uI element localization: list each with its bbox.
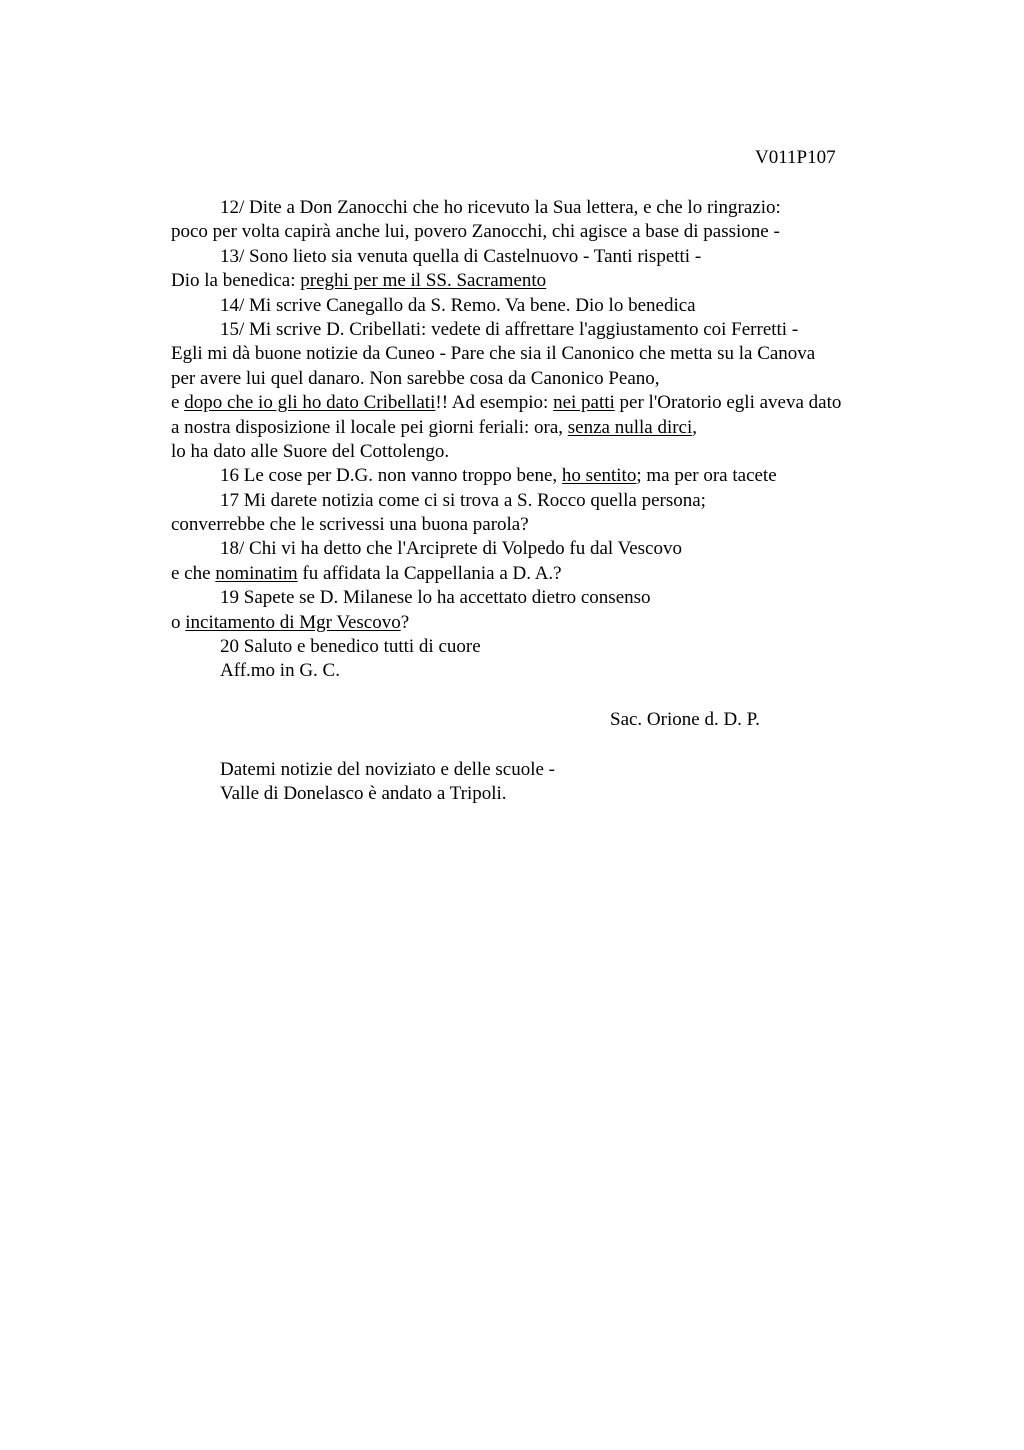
text-segment: e [171, 392, 185, 414]
closing-line: Aff.mo in G. C. [220, 660, 340, 682]
text-segment: ? [400, 611, 410, 633]
underlined-text: nei patti [553, 392, 615, 414]
underlined-text: incitamento di Mgr Vescovo [185, 611, 401, 633]
letter-line: 13/ Sono lieto sia venuta quella di Castelnuovo - Tanti rispetti - [220, 245, 702, 267]
page-code: V011P107 [755, 147, 836, 168]
text-segment: fu affidata la Cappellania a D. A.? [297, 562, 562, 584]
letter-line [171, 562, 931, 586]
letter-line: 15/ Mi scrive D. Cribellati: vedete di affrettare l'aggiustamento coi Ferretti - [220, 318, 799, 340]
text-segment: a nostra disposizione il locale pei giorni feriali: ora, [171, 416, 568, 438]
text-segment: , [692, 416, 698, 438]
letter-line: converrebbe che le scrivessi una buona parola? [171, 514, 529, 536]
postscript-line: Valle di Donelasco è andato a Tripoli. [220, 783, 507, 805]
postscript [220, 758, 555, 807]
letter-line: lo ha dato alle Suore del Cottolengo. [171, 440, 450, 462]
text-segment: ; ma per ora tacete [636, 465, 777, 487]
letter-line: 18/ Chi vi ha detto che l'Arciprete di Volpedo fu dal Vescovo [220, 538, 682, 560]
underlined-text: nominatim [215, 562, 298, 584]
letter-line: 14/ Mi scrive Canegallo da S. Remo. Va bene. Dio lo benedica [220, 294, 696, 316]
text-segment: !! Ad esempio: [435, 392, 554, 414]
text-segment: o [171, 611, 186, 633]
letter-line [171, 391, 931, 415]
letter-line [171, 416, 931, 440]
letter-line [171, 269, 931, 293]
text-segment: per l'Oratorio egli aveva dato [614, 392, 842, 414]
letter-line: 19 Sapete se D. Milanese lo ha accettato dietro consenso [220, 587, 651, 609]
letter-body [171, 196, 931, 684]
text-segment: e che [171, 562, 216, 584]
letter-line: per avere lui quel danaro. Non sarebbe cosa da Canonico Peano, [171, 367, 660, 389]
letter-line: 17 Mi darete notizia come ci si trova a S. Rocco quella persona; [220, 489, 706, 511]
postscript-line: Datemi notizie del noviziato e delle scuole - [220, 759, 556, 780]
underlined-text: preghi per me il SS. Sacramento [300, 270, 547, 292]
signature: Sac. Orione d. D. P. [610, 709, 760, 730]
underlined-text: dopo che io gli ho dato Cribellati [184, 392, 436, 414]
underlined-text: senza nulla dirci [567, 416, 693, 438]
letter-line: 20 Saluto e benedico tutti di cuore [220, 636, 481, 658]
letter-line: Egli mi dà buone notizie da Cuneo - Pare che sia il Canonico che metta su la Canova [171, 343, 816, 365]
letter-line: 12/ Dite a Don Zanocchi che ho ricevuto la Sua lettera, e che lo ringrazio: [220, 197, 781, 218]
letter-line [171, 464, 931, 488]
letter-line [171, 611, 931, 635]
text-segment: Dio la benedica: [171, 270, 301, 292]
letter-line: poco per volta capirà anche lui, povero Zanocchi, chi agisce a base di passione - [171, 221, 780, 243]
text-segment: 16 Le cose per D.G. non vanno troppo bene, [220, 465, 562, 487]
underlined-text: ho sentito [561, 465, 637, 487]
